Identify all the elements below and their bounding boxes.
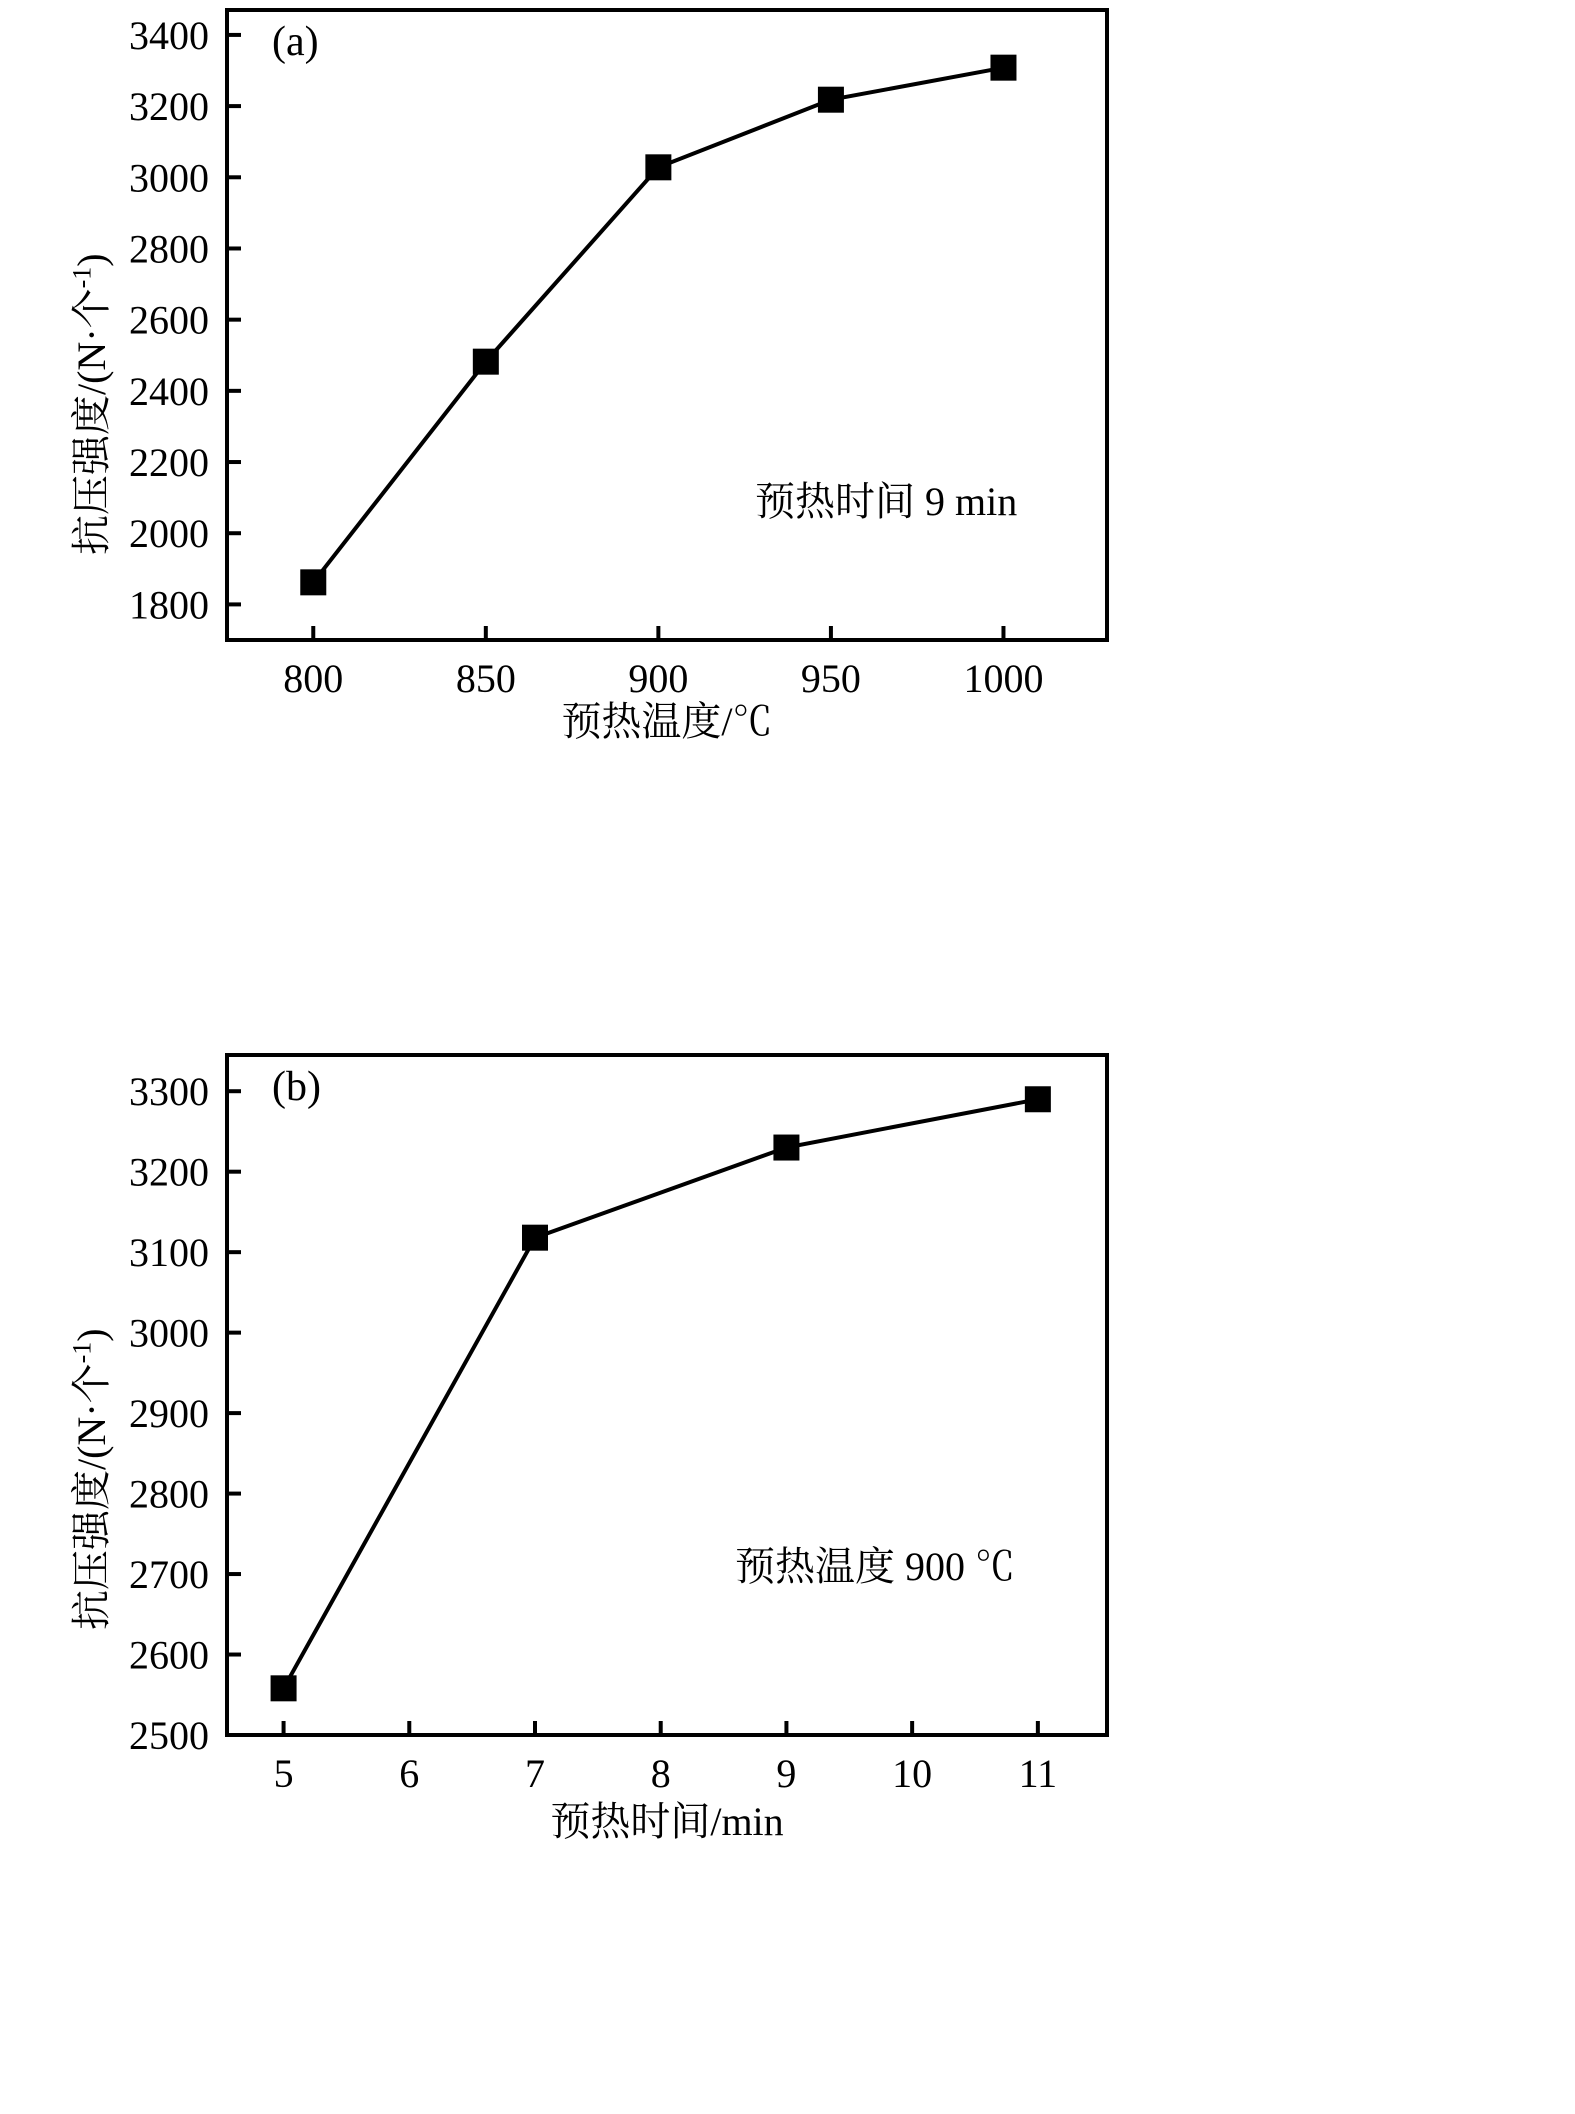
panel-b-y-axis-label [60, 1328, 117, 1630]
y-tick-label: 2600 [129, 297, 209, 343]
data-point-marker [473, 349, 499, 375]
chart-panel-a [0, 0, 1575, 1030]
chart-b-series-markers [271, 1086, 1051, 1701]
data-point-marker [1025, 1086, 1051, 1112]
x-tick-label: 11 [1018, 1751, 1058, 1796]
panel-a-x-axis-label: 预热温度/℃ [561, 699, 773, 744]
panel-a-y-axis-label-tail: ) [69, 253, 114, 267]
y-tick-label: 2500 [129, 1713, 209, 1758]
x-tick-label: 900 [628, 656, 689, 701]
x-tick-label: 10 [892, 1751, 933, 1796]
panel-b-y-axis-label-tail: ) [69, 1328, 114, 1342]
y-tick-label: 3300 [129, 1069, 209, 1115]
y-tick-label: 3000 [129, 1310, 209, 1356]
y-tick-label: 2600 [129, 1632, 209, 1678]
y-tick-label: 2200 [129, 440, 209, 486]
y-tick-label: 2700 [129, 1552, 209, 1598]
x-tick-label: 5 [273, 1751, 294, 1796]
panel-a-y-axis-label [60, 253, 117, 555]
y-tick-label: 3000 [129, 155, 209, 201]
chart-a-tick-labels [129, 13, 1043, 701]
x-tick-label: 7 [525, 1751, 545, 1796]
y-tick-label: 2800 [129, 226, 209, 272]
x-tick-label: 800 [283, 656, 344, 701]
chart-b-tick-labels [129, 1069, 1057, 1796]
y-tick-label: 2400 [129, 368, 209, 414]
x-tick-label: 8 [650, 1751, 671, 1796]
y-tick-label: 1800 [129, 582, 209, 628]
data-point-marker [773, 1135, 799, 1161]
panel-a-tag: (a) [272, 19, 319, 65]
x-tick-label: 950 [800, 656, 861, 701]
y-tick-label: 2000 [129, 511, 209, 557]
y-tick-label: 3200 [129, 1149, 209, 1195]
y-tick-label: 2800 [129, 1471, 209, 1517]
chart-b-series-line [284, 1099, 1038, 1688]
chart-a-ticks [227, 35, 1003, 640]
panel-a-y-axis-label-main: 抗压强度/(N·个 [69, 288, 114, 555]
panel-b-x-axis-label: 预热时间/min [550, 1799, 784, 1844]
panel-a-annotation: 预热时间 9 min [755, 479, 1018, 524]
chart-a-frame [227, 10, 1107, 640]
panel-b-annotation: 预热温度 900 ℃ [735, 1544, 1015, 1589]
chart-b-frame [227, 1055, 1107, 1735]
data-point-marker [271, 1675, 297, 1701]
data-point-marker [300, 569, 326, 595]
x-tick-label: 1000 [963, 656, 1044, 701]
x-tick-label: 6 [399, 1751, 420, 1796]
data-point-marker [522, 1225, 548, 1251]
data-point-marker [818, 87, 844, 113]
chart-b-ticks [227, 1091, 1038, 1735]
y-tick-label: 2900 [129, 1391, 209, 1437]
data-point-marker [645, 154, 671, 180]
y-tick-label: 3400 [129, 12, 209, 58]
panel-a-y-axis-label-exponent: -1 [67, 266, 97, 289]
chart-panel-b [0, 1045, 1575, 2114]
panel-b-y-axis-label-main: 抗压强度/(N·个 [69, 1363, 114, 1630]
x-tick-label: 850 [455, 656, 516, 701]
panel-b-tag: (b) [272, 1064, 321, 1110]
y-tick-label: 3100 [129, 1230, 209, 1276]
y-tick-label: 3200 [129, 84, 209, 130]
panel-b-y-axis-label-exponent: -1 [67, 1341, 97, 1364]
x-tick-label: 9 [776, 1751, 797, 1796]
data-point-marker [990, 55, 1016, 81]
